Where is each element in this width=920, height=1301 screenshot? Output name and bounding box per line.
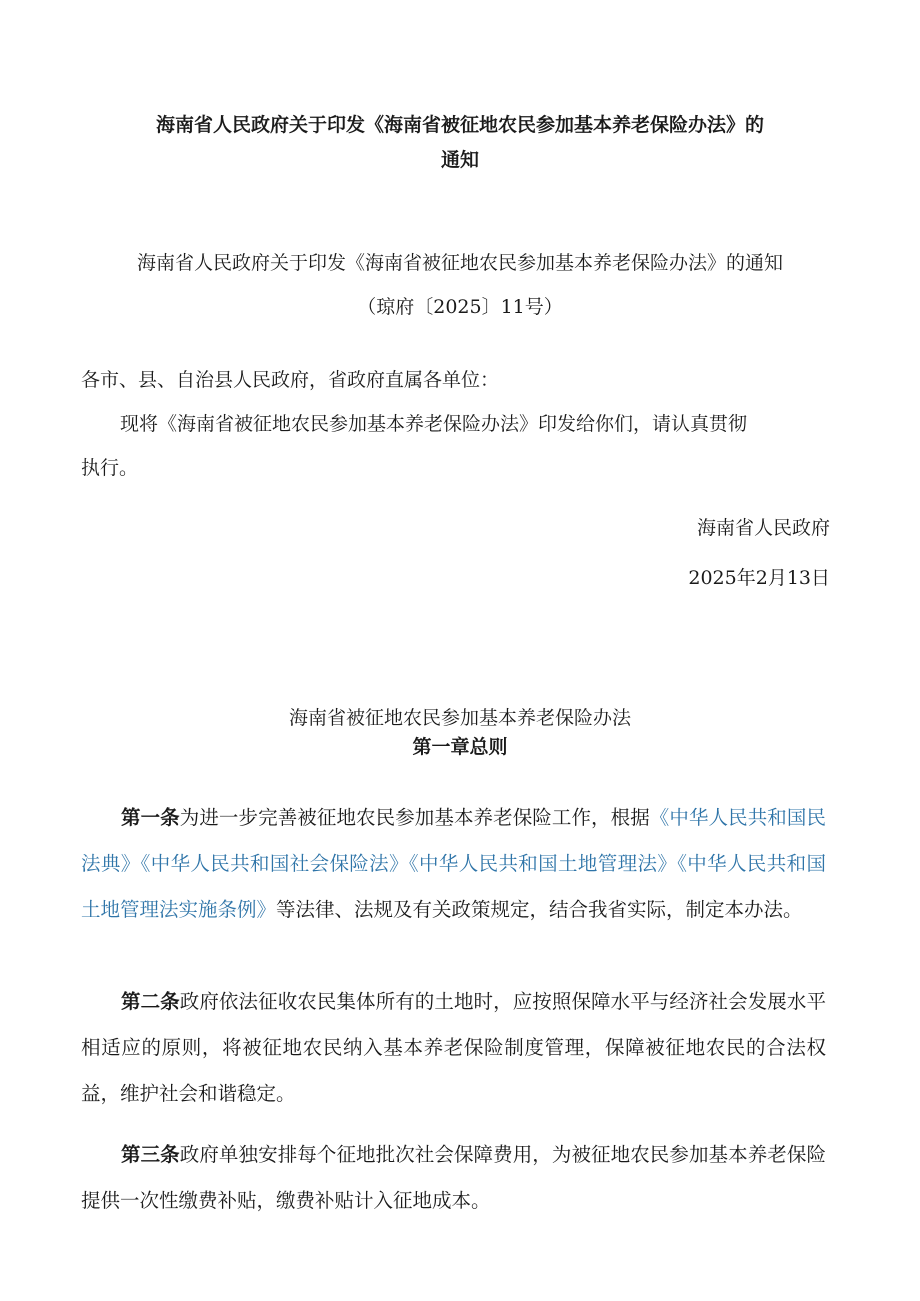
article-3-text: 政府单独安排每个征地批次社会保障费用，为被征地农民参加基本养老保险提供一次性缴费补贴，缴费补贴计入征地成本。 (81, 1143, 826, 1212)
issue-date: 2025年2月13日 (688, 567, 830, 589)
article-3 (81, 1132, 826, 1224)
notice-body-line1: 现将《海南省被征地农民参加基本养老保险办法》印发给你们，请认真贯彻 (120, 413, 748, 435)
notice-title-line2: 通知 (440, 149, 479, 171)
measures-title: 海南省被征地农民参加基本养老保险办法 (288, 707, 631, 729)
notice-subtitle: 海南省人民政府关于印发《海南省被征地农民参加基本养老保险办法》的通知 (136, 252, 783, 274)
signer: 海南省人民政府 (696, 517, 830, 539)
notice-title (80, 108, 840, 178)
article-1 (81, 795, 826, 933)
notice-title-line1: 海南省人民政府关于印发《海南省被征地农民参加基本养老保险办法》的 (155, 114, 764, 136)
article-1-text: 为进一步完善被征地农民参加基本养老保险工作，根据 (179, 806, 650, 829)
article-2-text: 政府依法征收农民集体所有的土地时，应按照保障水平与经济社会发展水平相适应的原则，将被征地农民纳入基本养老保险制度管理，保障被征地农民的合法权益，维护社会和谐稳定。 (81, 990, 826, 1105)
law-link-social-insurance-law[interactable]: 《中华人民共和国社会保险法》 (140, 852, 409, 875)
document-number: （琼府〔2025〕11号） (357, 296, 563, 318)
article-2 (81, 979, 826, 1117)
law-link-land-administration-law[interactable]: 《中华人民共和国土地管理法》 (408, 852, 678, 875)
article-3-label: 第三条 (121, 1143, 180, 1166)
article-1-text-end: 等法律、法规及有关政策规定，结合我省实际，制定本办法。 (276, 898, 803, 921)
notice-body-line2: 执行。 (81, 457, 139, 479)
salutation: 各市、县、自治县人民政府，省政府直属各单位： (81, 369, 500, 391)
law-link-civil-code[interactable]: 《中华人民共和国民法典》 (81, 806, 826, 875)
law-link-land-law-regulations[interactable]: 《中华人民共和国土地管理法实施条例》 (81, 852, 826, 921)
article-1-label: 第一条 (121, 806, 180, 829)
chapter-heading: 第一章总则 (412, 736, 508, 758)
article-2-label: 第二条 (121, 990, 180, 1013)
